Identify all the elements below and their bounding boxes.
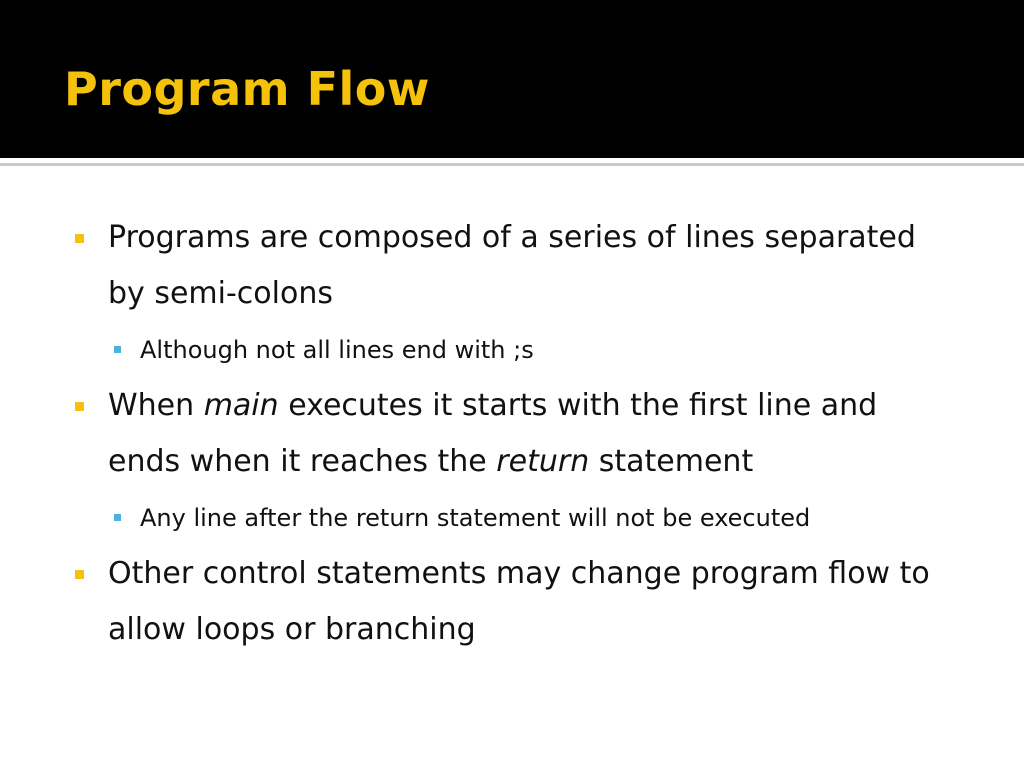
title-band	[0, 0, 1024, 158]
bullet-text-segment: executes it starts with the first line and ends when it reaches the	[108, 388, 878, 479]
sub-bullet-text: Any line after the return statement will not be executed	[140, 504, 811, 532]
square-bullet-icon	[75, 570, 84, 579]
square-sub-bullet-icon	[114, 514, 121, 521]
bullet-item-1	[0, 210, 1024, 322]
emphasis-main: main	[203, 388, 279, 423]
sub-bullet-item-2	[0, 494, 1024, 542]
bullet-item-2	[0, 378, 1024, 490]
square-bullet-icon	[75, 402, 84, 411]
bullet-text-segment: When	[108, 388, 204, 423]
emphasis-return: return	[496, 444, 590, 479]
bullet-item-3	[0, 546, 1024, 658]
sub-bullet-text: Although not all lines end with ;s	[140, 336, 534, 364]
slide-body	[0, 210, 1024, 658]
bullet-text-segment: statement	[589, 444, 754, 479]
bullet-text: Other control statements may change program flow to allow loops or branching	[108, 556, 930, 647]
square-sub-bullet-icon	[114, 346, 121, 353]
sub-bullet-item-1	[0, 326, 1024, 374]
slide-title: Program Flow	[64, 62, 430, 116]
header-divider	[0, 163, 1024, 166]
square-bullet-icon	[75, 234, 84, 243]
bullet-text: Programs are composed of a series of lines separated by semi-colons	[108, 220, 916, 311]
